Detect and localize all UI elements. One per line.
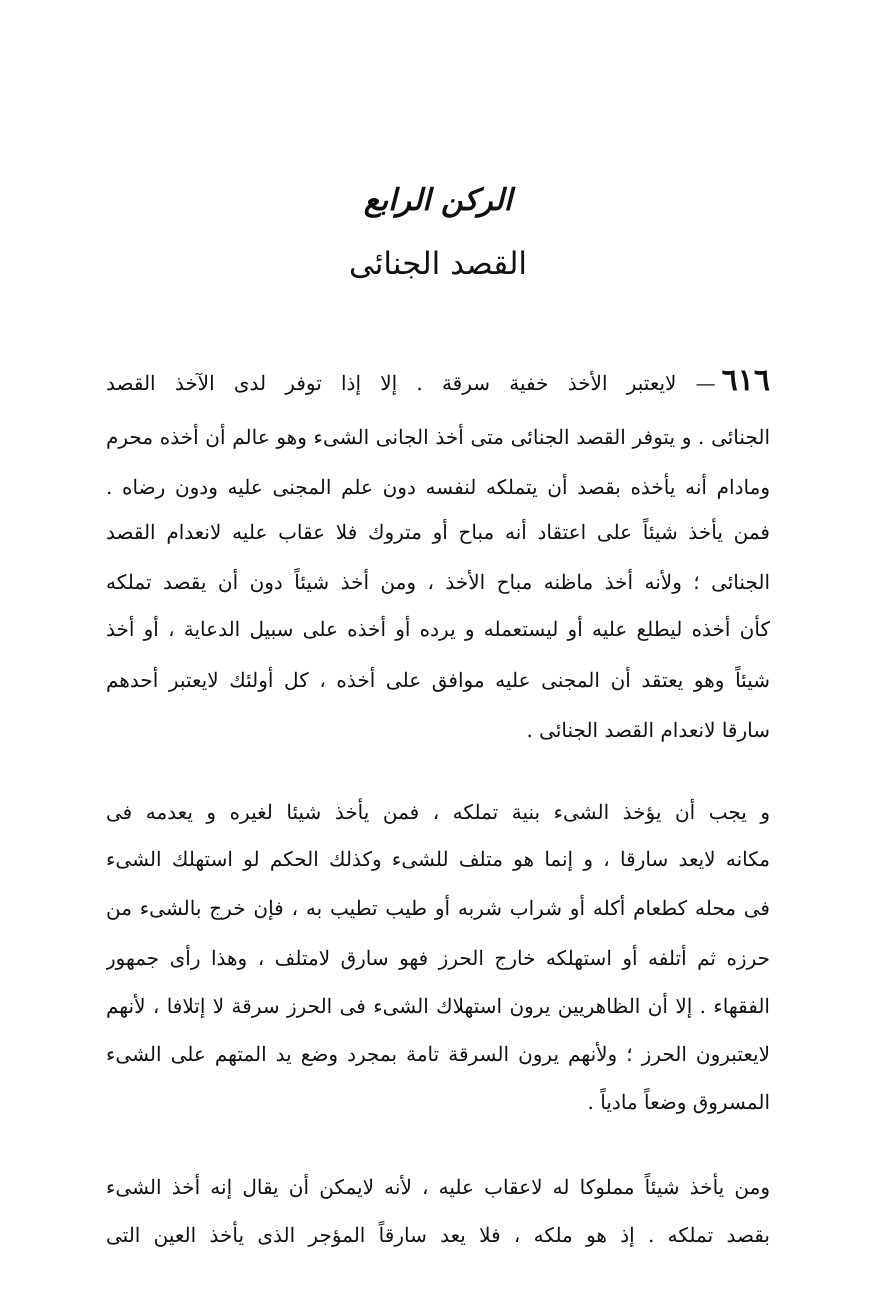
section-title: الركن الرابع xyxy=(363,183,513,218)
paragraph-2-line-5: الفقهاء . إلا أن الظاهريين يرون استهلاك الشىء فى الحرز سرقة لا إتلافا ، لأنهم xyxy=(106,994,770,1018)
paragraph-2-line-6: لايعتبرون الحرز ؛ ولأنهم يرون السرقة تامة بمجرد وضع يد المتهم على الشىء xyxy=(106,1042,770,1066)
paragraph-1-line-7: شيئاً وهو يعتقد أن المجنى عليه موافق على أخذه ، كل أولئك لايعتبر أحدهم xyxy=(106,668,770,692)
paragraph-2-line-2: مكانه لايعد سارقا ، و إنما هو متلف للشىء وكذلك الحكم لو استهلك الشىء xyxy=(106,847,770,871)
paragraph-1-line-8: سارقا لانعدام القصد الجنائى . xyxy=(526,718,770,742)
paragraph-3-line-2: بقصد تملكه . إذ هو ملكه ، فلا يعد سارقاً المؤجر الذى يأخذ العين التى xyxy=(106,1223,770,1247)
paragraph-2-line-1: و يجب أن يؤخذ الشىء بنية تملكه ، فمن يأخذ شيئا لغيره و يعدمه فى xyxy=(106,800,770,824)
paragraph-1-line-1: ٦١٦— لايعتبر الأخذ خفية سرقة . إلا إذا توفر لدى الآخذ القصد xyxy=(106,364,770,398)
paragraph-3-line-1: ومن يأخذ شيئاً مملوكا له لاعقاب عليه ، لأنه لايمكن أن يقال إنه أخذ الشىء xyxy=(106,1175,770,1199)
paragraph-1-line-6: كأن أخذه ليطلع عليه أو ليستعمله و يرده أو أخذه على سبيل الدعاية ، أو أخذ xyxy=(106,617,770,641)
paragraph-1-line-5: الجنائى ؛ ولأنه أخذ ماظنه مباح الأخذ ، ومن أخذ شيئاً دون أن يقصد تملكه xyxy=(106,570,770,594)
section-subtitle: القصد الجنائى xyxy=(348,246,528,282)
paragraph-1-line-2: الجنائى . و يتوفر القصد الجنائى متى أخذ الجانى الشىء وهو عالم أن أخذه محرم xyxy=(106,425,770,449)
paragraph-2-line-4: حرزه ثم أتلفه أو استهلكه خارج الحرز فهو سارق لامتلف ، وهذا رأى جمهور xyxy=(106,946,770,970)
paragraph-number: ٦١٦ xyxy=(721,364,770,398)
paragraph-1-line-4: فمن يأخذ شيئاً على اعتقاد أنه مباح أو متروك فلا عقاب عليه لانعدام القصد xyxy=(106,520,770,544)
paragraph-1-line-3: ومادام أنه يأخذه بقصد أن يتملكه لنفسه دون علم المجنى عليه ودون رضاه . xyxy=(106,475,770,499)
paragraph-2-line-3: فى محله كطعام أكله أو شراب شربه أو طيب تطيب به ، فإن خرج بالشىء من xyxy=(106,896,770,920)
paragraph-2-line-7: المسروق وضعاً مادياً . xyxy=(587,1090,770,1114)
